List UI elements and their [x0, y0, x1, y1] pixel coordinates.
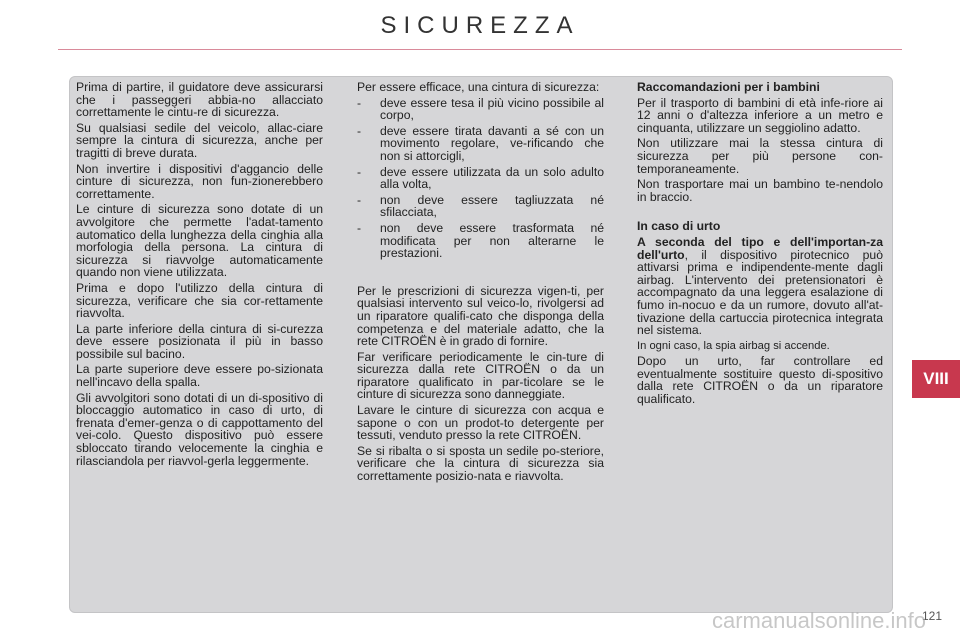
- paragraph: Le cinture di sicurezza sono dotate di un avvolgitore che permette l'adat-tamento automatico della lunghezza della cinghia alla morfologia della persona. La cintura di sicurezza si riavvolge automaticamente quando non viene utilizzata.: [76, 202, 323, 280]
- column-3: [637, 81, 883, 409]
- spacer: [357, 263, 604, 285]
- section-heading: In caso di urto: [637, 219, 721, 234]
- paragraph: Su qualsiasi sedile del veicolo, allac-ciare sempre la cintura di sicurezza, anche per tragitti di breve durata.: [76, 120, 323, 160]
- column-2: [357, 81, 604, 486]
- paragraph: Lavare le cinture di sicurezza con acqua e sapone o con un prodot-to detergente per tessuti, venduto presso la rete CITROËN.: [357, 403, 604, 443]
- paragraph: Per essere efficace, una cintura di sicurezza:: [357, 80, 600, 94]
- list-item: - deve essere utilizzata da un solo adulto alla volta,: [357, 166, 604, 191]
- paragraph: Prima di partire, il guidatore deve assicurarsi che i passeggeri abbia-no allacciato correttamente le cintu-re di sicurezza.: [76, 80, 323, 120]
- paragraph: Non utilizzare mai la stessa cintura di sicurezza per più persone con-temporaneamente.: [637, 136, 883, 176]
- emphasis: A seconda del tipo e dell'importan-za dell'urto: [637, 234, 883, 262]
- list-item: - deve essere tesa il più vicino possibile al corpo,: [357, 97, 604, 122]
- paragraph: Prima e dopo l'utilizzo della cintura di sicurezza, verificare che sia cor-rettamente riavvolta.: [76, 280, 323, 321]
- watermark: carmanualsonline.info: [711, 608, 926, 633]
- paragraph: Non trasportare mai un bambino te-nendolo in braccio.: [637, 177, 883, 204]
- list-item: - deve essere tirata davanti a sé con un movimento regolare, ve-rificando che non si attorcigli,: [357, 125, 604, 163]
- page-title: SICUREZZA: [380, 12, 580, 39]
- page-number: 121: [921, 609, 942, 623]
- paragraph: La parte inferiore della cintura di si-curezza deve essere posizionata il più in basso possibile sul bacino.: [76, 321, 323, 361]
- paragraph: Non invertire i dispositivi d'aggancio delle cinture di sicurezza, non fun-zionerebbero correttamente.: [76, 161, 323, 201]
- list-item: - non deve essere tagliuzzata né sfilacciata,: [357, 194, 604, 219]
- paragraph: Far verificare periodicamente le cin-ture di sicurezza dalla rete CITROËN o da un riparatore qualificato in par-ticolare se le cinture di sicurezza sono danneggiate.: [357, 349, 604, 402]
- paragraph: Se si ribalta o si sposta un sedile po-steriore, verificare che la cintura di sicurezza sia correttamente posizio-nata e riavvolta.: [357, 443, 604, 484]
- section-heading: Raccomandazioni per i bambini: [637, 80, 820, 94]
- paragraph: In ogni caso, la spia airbag si accende.: [637, 339, 830, 352]
- paragraph: Per le prescrizioni di sicurezza vigen-ti, per qualsiasi intervento sul veico-lo, rivolgersi ad un riparatore qualifi-cato che disponga della competenza e del materiale adatto, che la rete CITROËN è in grado di fornire.: [357, 283, 604, 349]
- chapter-tab: VIII: [912, 360, 960, 398]
- paragraph: La parte superiore deve essere po-sizionata nell'incavo della spalla.: [76, 362, 323, 390]
- paragraph: [637, 236, 883, 337]
- requirements-list: [357, 97, 604, 260]
- paragraph: Gli avvolgitori sono dotati di un di-spositivo di bloccaggio automatico in caso di urto, di frenata d'emer-genza o di cappottamento del vei-colo. Questo dispositivo può essere sbloccato tirando velocemente la cinghia e rilasciandola per riavvol-gerla leggermente.: [76, 390, 323, 468]
- column-1: [76, 81, 323, 470]
- paragraph: Per il trasporto di bambini di età infe-riore ai 12 anni o d'altezza inferiore a un metro e cinquanta, utilizzare un seggiolino adatto.: [637, 95, 883, 135]
- title-divider: [58, 49, 902, 50]
- list-item: - non deve essere trasformata né modificata per non alterarne le prestazioni.: [357, 222, 604, 260]
- paragraph: Dopo un urto, far controllare ed eventualmente sostituire questo di-spositivo dalla rete CITROËN o da un riparatore qualificato.: [637, 354, 883, 407]
- paragraph-text: , il dispositivo pirotecnico può attivarsi prima e indipendente-mente dagli airbag. L'intervento dei pretensionatori è accompagnato da una leggera esalazione di fumo in-nocuo e da un rumore, dovuto all'at-tivazione della cartuccia pirotecnica integrata nel sistema.: [637, 247, 883, 338]
- spacer: [637, 206, 883, 220]
- content-panel: [69, 76, 893, 613]
